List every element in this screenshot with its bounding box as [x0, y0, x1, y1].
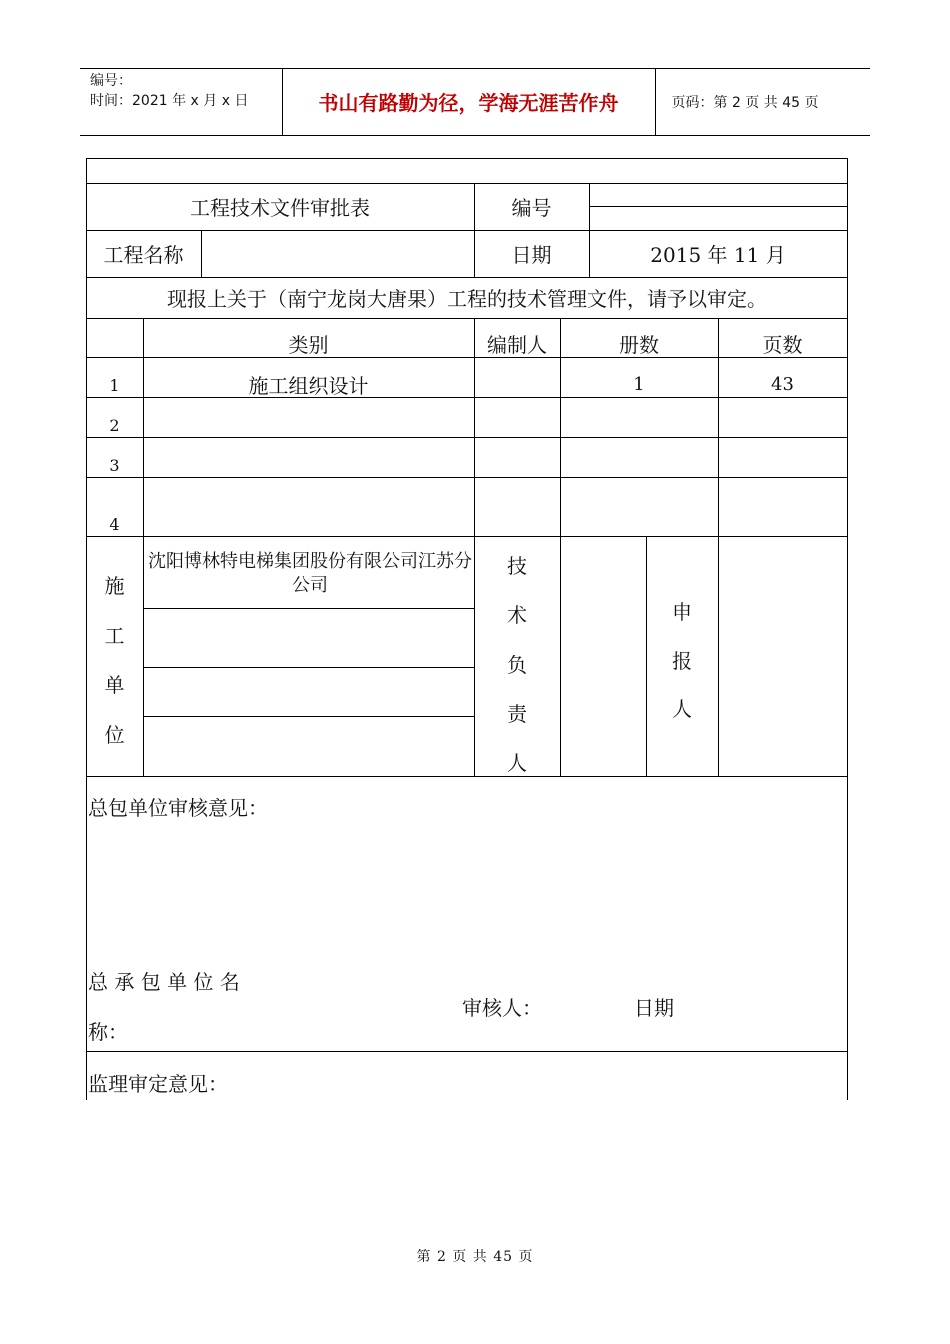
gc-name-label-line2: 称： [88, 1020, 128, 1044]
header-motto: 书山有路勤为径，学海无涯苦作舟 [318, 91, 619, 115]
number-label: 编号 [511, 196, 552, 220]
unit-label-char: 位 [104, 722, 125, 747]
row-number: 1 [109, 376, 120, 395]
row-author[interactable] [474, 437, 560, 477]
column-header-category: 类别 [288, 332, 329, 357]
tech-lead-char: 责 [507, 701, 527, 726]
number-value-line2[interactable] [590, 207, 847, 229]
construction-unit-line4[interactable] [144, 717, 474, 776]
construction-unit-label [86, 570, 143, 748]
header-time-label: 时间：2021 年 x 月 x 日 [90, 93, 249, 109]
row-volumes[interactable] [560, 397, 718, 437]
tech-lead-char: 术 [507, 603, 527, 628]
row-number: 2 [109, 416, 120, 435]
row-pages[interactable] [718, 397, 847, 437]
applicant-value[interactable] [719, 537, 847, 776]
gc-opinion-field[interactable] [88, 822, 846, 952]
unit-label-char: 工 [104, 623, 125, 648]
row-volumes[interactable] [560, 437, 718, 477]
construction-unit-line3[interactable] [144, 668, 474, 716]
header-number-label: 编号： [90, 73, 132, 89]
applicant-char: 报 [672, 648, 692, 673]
supervision-opinion-label: 监理审定意见： [88, 1072, 228, 1096]
unit-label-char: 施 [104, 574, 125, 598]
project-name-value[interactable] [201, 230, 474, 277]
column-header-author: 编制人 [487, 332, 547, 357]
tech-lead-char: 人 [507, 751, 527, 775]
unit-label-char: 单 [104, 673, 125, 698]
row-pages[interactable]: 43 [771, 373, 794, 395]
row-author[interactable] [474, 477, 560, 536]
gc-opinion-label: 总包单位审核意见： [88, 796, 268, 820]
row-pages[interactable] [718, 477, 847, 536]
row-volumes[interactable] [560, 477, 718, 536]
tech-lead-label [474, 550, 560, 776]
applicant-char: 人 [672, 697, 692, 721]
number-value-line1[interactable] [590, 184, 847, 206]
column-header-volumes: 册数 [619, 332, 659, 357]
gc-date-label: 日期 [634, 996, 674, 1020]
date-label: 日期 [511, 243, 552, 267]
header-page-info: 页码：第 2 页 共 45 页 [671, 94, 819, 111]
row-number: 3 [109, 456, 120, 475]
tech-lead-char: 负 [507, 652, 527, 677]
construction-unit-line2[interactable] [144, 609, 474, 667]
submission-statement: 现报上关于（南宁龙岗大唐果）工程的技术管理文件，请予以审定。 [167, 287, 767, 311]
row-category[interactable] [143, 477, 474, 536]
tech-lead-char: 技 [507, 554, 527, 578]
page-footer: 第 2 页 共 45 页 [416, 1249, 534, 1265]
reviewer-label: 审核人： [462, 996, 542, 1020]
project-name-label: 工程名称 [103, 243, 184, 267]
construction-unit-name[interactable]: 沈阳博林特电梯集团股份有限公司江苏分公司 [148, 551, 472, 596]
row-author[interactable] [474, 397, 560, 437]
form-title: 工程技术文件审批表 [190, 196, 370, 220]
applicant-label [646, 596, 718, 722]
row-category[interactable]: 施工组织设计 [248, 373, 369, 398]
applicant-char: 申 [672, 600, 692, 624]
date-value[interactable]: 2015 年 11 月 [650, 243, 786, 267]
row-volumes[interactable]: 1 [633, 373, 645, 395]
tech-lead-value[interactable] [561, 537, 646, 776]
column-header-pages: 页数 [762, 332, 803, 357]
row-category[interactable] [143, 437, 474, 477]
row-category[interactable] [143, 397, 474, 437]
row-number: 4 [109, 515, 120, 534]
row-pages[interactable] [718, 437, 847, 477]
gc-name-label-line1: 总 承 包 单 位 名 [88, 970, 240, 994]
